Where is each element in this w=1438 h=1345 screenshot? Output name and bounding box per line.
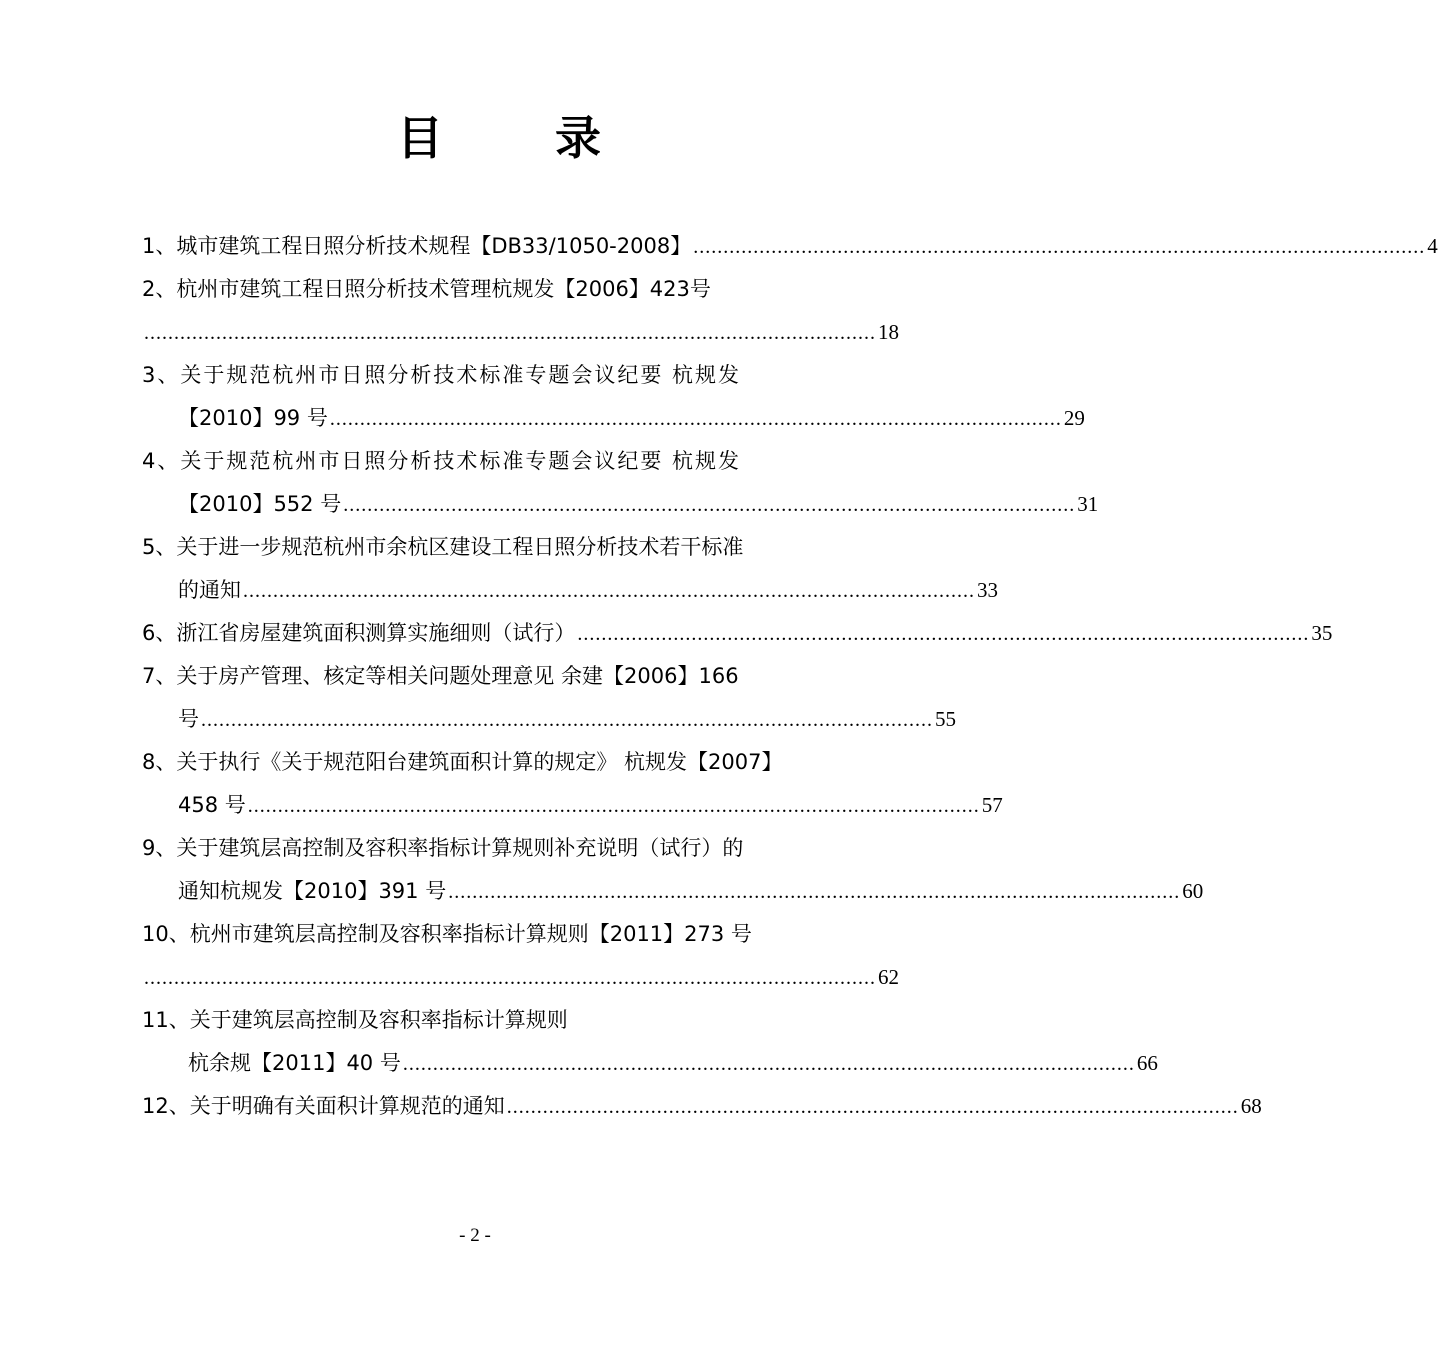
dot-leader: ..........................................................................................................................	[329, 408, 1062, 430]
toc-entry-title: 3、关于规范杭州市日照分析技术标准专题会议纪要 杭规发	[142, 363, 742, 387]
table-of-contents	[142, 225, 1438, 1128]
toc-entry-title-cont: 杭余规【2011】40 号	[188, 1051, 401, 1075]
toc-entry-page: 4	[1427, 234, 1438, 258]
toc-entry-2[interactable]	[142, 268, 810, 311]
toc-entry-8[interactable]	[142, 741, 810, 784]
dot-leader: ..........................................................................................................................	[343, 494, 1076, 516]
toc-entry-4[interactable]	[142, 440, 810, 483]
toc-entry-page: 35	[1311, 621, 1333, 645]
toc-entry-title-cont: 【2010】99 号	[178, 406, 328, 430]
toc-entry-title-cont: 号	[178, 707, 199, 731]
toc-entry-5-cont[interactable]	[142, 569, 998, 612]
dot-leader: ..........................................................................................................................	[577, 623, 1310, 645]
toc-entry-page: 66	[1136, 1051, 1158, 1075]
page-number: - 2 -	[459, 1225, 491, 1246]
toc-entry-12[interactable]	[142, 1085, 1262, 1128]
dot-leader: ..........................................................................................................................	[201, 709, 933, 731]
toc-entry-1[interactable]	[142, 225, 1438, 268]
toc-entry-11-cont[interactable]	[142, 1042, 1158, 1085]
toc-entry-10[interactable]	[142, 913, 810, 956]
toc-entry-5[interactable]	[142, 526, 810, 569]
toc-entry-page: 31	[1077, 492, 1099, 516]
page-title: 目 录	[396, 111, 649, 165]
toc-entry-8-cont[interactable]	[142, 784, 1003, 827]
toc-entry-page: 55	[935, 707, 956, 731]
dot-leader: ..........................................................................................................................	[506, 1096, 1239, 1118]
toc-entry-title: 5、关于进一步规范杭州市余杭区建设工程日照分析技术若干标准	[142, 535, 744, 559]
toc-entry-7[interactable]	[142, 655, 810, 698]
toc-entry-title: 1、城市建筑工程日照分析技术规程【DB33/1050-2008】	[142, 234, 692, 258]
dot-leader: ..........................................................................................................................	[144, 322, 876, 344]
dot-leader: ..........................................................................................................................	[448, 881, 1181, 903]
toc-entry-4-cont[interactable]	[142, 483, 1099, 526]
toc-entry-3[interactable]	[142, 354, 810, 397]
toc-entry-page: 60	[1182, 879, 1204, 903]
toc-entry-title-cont: 458 号	[178, 793, 246, 817]
toc-entry-title: 10、杭州市建筑层高控制及容积率指标计算规则【2011】273 号	[142, 922, 752, 946]
toc-entry-7-cont[interactable]	[142, 698, 956, 741]
toc-entry-title: 9、关于建筑层高控制及容积率指标计算规则补充说明（试行）的	[142, 836, 744, 860]
toc-entry-title: 7、关于房产管理、核定等相关问题处理意见 余建【2006】166	[142, 664, 739, 688]
toc-entry-page: 18	[878, 320, 899, 344]
toc-entry-3-cont[interactable]	[142, 397, 1085, 440]
toc-entry-2-cont[interactable]	[142, 311, 899, 354]
toc-entry-page: 68	[1240, 1094, 1262, 1118]
toc-entry-page: 57	[981, 793, 1003, 817]
toc-entry-title: 8、关于执行《关于规范阳台建筑面积计算的规定》 杭规发【2007】	[142, 750, 783, 774]
toc-entry-9[interactable]	[142, 827, 810, 870]
toc-entry-title-cont: 通知杭规发【2010】391 号	[178, 879, 447, 903]
dot-leader: ..........................................................................................................................	[144, 967, 876, 989]
dot-leader: ..........................................................................................................................	[402, 1053, 1135, 1075]
dot-leader: ..........................................................................................................................	[247, 795, 980, 817]
toc-entry-title-cont: 的通知	[178, 578, 241, 602]
toc-entry-title-cont: 【2010】552 号	[178, 492, 342, 516]
toc-entry-title: 11、关于建筑层高控制及容积率指标计算规则	[142, 1008, 568, 1032]
toc-entry-title: 2、杭州市建筑工程日照分析技术管理杭规发【2006】423号	[142, 277, 711, 301]
dot-leader: ..........................................................................................................................	[693, 236, 1426, 258]
toc-entry-title: 6、浙江省房屋建筑面积测算实施细则（试行）	[142, 621, 576, 645]
toc-entry-9-cont[interactable]	[142, 870, 1204, 913]
toc-entry-11[interactable]	[142, 999, 810, 1042]
toc-entry-page: 33	[977, 578, 998, 602]
dot-leader: ..........................................................................................................................	[243, 580, 975, 602]
toc-entry-6[interactable]	[142, 612, 1333, 655]
toc-entry-page: 62	[878, 965, 899, 989]
toc-entry-10-cont[interactable]	[142, 956, 899, 999]
toc-entry-title: 12、关于明确有关面积计算规范的通知	[142, 1094, 505, 1118]
toc-entry-page: 29	[1063, 406, 1085, 430]
toc-entry-title: 4、关于规范杭州市日照分析技术标准专题会议纪要 杭规发	[142, 449, 742, 473]
